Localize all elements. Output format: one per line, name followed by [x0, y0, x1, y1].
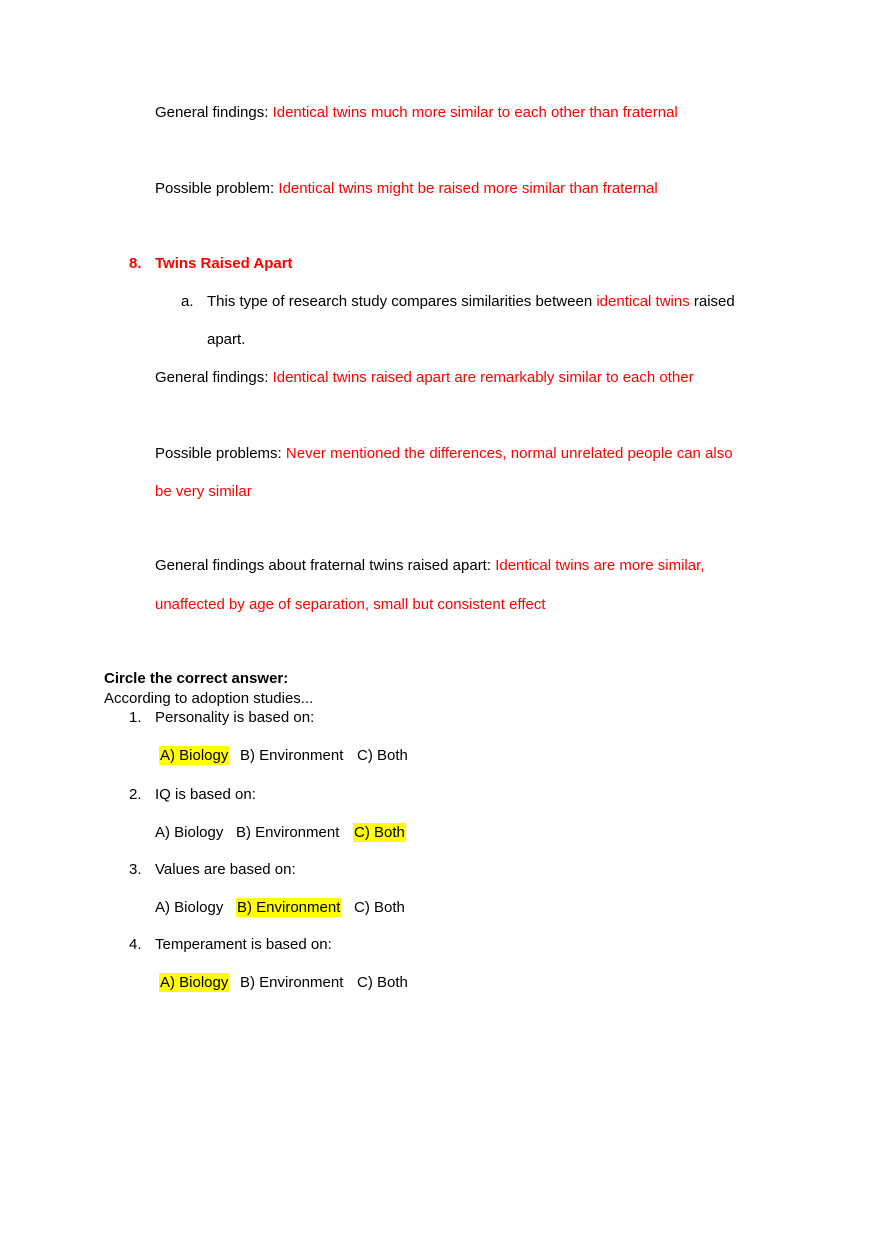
answer-option-label: B) Environment — [240, 747, 344, 764]
item-a-text: This type of research study compares similarities between — [207, 293, 597, 310]
question-number: 1. — [129, 709, 142, 726]
item-a-line — [207, 293, 735, 311]
question-number: 3. — [129, 861, 142, 878]
answer-option[interactable] — [354, 899, 405, 917]
answer-option[interactable] — [159, 747, 229, 765]
possible-problems-answer: Never mentioned the differences, normal unrelated people can also — [285, 445, 733, 462]
answer-option[interactable] — [159, 974, 229, 992]
answer-option-selected-label: A) Biology — [160, 974, 229, 991]
answer-option-label: C) Both — [357, 974, 408, 991]
answer-option-label: A) Biology — [155, 824, 224, 841]
fraternal-findings-line — [155, 557, 704, 575]
answer-option-selected-label: B) Environment — [237, 899, 341, 916]
answer-option[interactable] — [353, 824, 406, 842]
answer-option[interactable] — [155, 824, 223, 842]
section-8-general-findings-line — [155, 369, 694, 387]
answer-option-label: B) Environment — [236, 824, 340, 841]
possible-problems-label: Possible problems: — [155, 445, 286, 462]
quiz-heading: Circle the correct answer: — [104, 670, 289, 687]
answer-option[interactable] — [236, 899, 341, 917]
answer-option-selected-label: C) Both — [354, 824, 405, 841]
general-findings-label: General findings: — [155, 104, 273, 121]
question-prompt: IQ is based on: — [155, 786, 256, 803]
possible-problem-label: Possible problem: — [155, 180, 279, 197]
section-8-heading — [129, 255, 293, 273]
section-8-general-findings-answer: Identical twins raised apart are remarkably similar to each other — [272, 369, 694, 386]
fraternal-findings-answer-continued: unaffected by age of separation, small but consistent effect — [155, 596, 546, 613]
question-prompt: Personality is based on: — [155, 709, 315, 726]
section-8-general-findings-label: General findings: — [155, 369, 273, 386]
item-a-continuation: apart. — [207, 331, 246, 348]
possible-problems-line — [155, 445, 733, 463]
possible-problems-answer-continued: be very similar — [155, 483, 252, 500]
question-prompt: Temperament is based on: — [155, 936, 332, 953]
answer-option-label: A) Biology — [155, 899, 224, 916]
item-a-answer: identical twins — [596, 293, 690, 310]
section-8-title: Twins Raised Apart — [155, 255, 293, 272]
answer-option[interactable] — [155, 899, 223, 917]
possible-problem-answer: Identical twins might be raised more similar than fraternal — [278, 180, 658, 197]
answer-option-selected-label: A) Biology — [160, 747, 229, 764]
possible-problem-line — [155, 180, 658, 198]
answer-option[interactable] — [240, 974, 343, 992]
answer-option[interactable] — [357, 974, 408, 992]
general-findings-line — [155, 104, 678, 122]
question-number: 2. — [129, 786, 142, 803]
question-number: 4. — [129, 936, 142, 953]
answer-option[interactable] — [236, 824, 339, 842]
general-findings-answer: Identical twins much more similar to each other than fraternal — [272, 104, 678, 121]
question-prompt: Values are based on: — [155, 861, 296, 878]
fraternal-findings-answer: Identical twins are more similar, — [495, 557, 705, 574]
quiz-intro: According to adoption studies... — [104, 690, 314, 707]
answer-option[interactable] — [240, 747, 343, 765]
item-a-text-after: raised — [689, 293, 735, 310]
answer-option[interactable] — [357, 747, 408, 765]
fraternal-findings-label: General findings about fraternal twins raised apart: — [155, 557, 496, 574]
answer-option-label: B) Environment — [240, 974, 344, 991]
answer-option-label: C) Both — [357, 747, 408, 764]
answer-option-label: C) Both — [354, 899, 405, 916]
item-a-marker: a. — [181, 293, 194, 310]
section-8-number: 8. — [129, 255, 142, 272]
